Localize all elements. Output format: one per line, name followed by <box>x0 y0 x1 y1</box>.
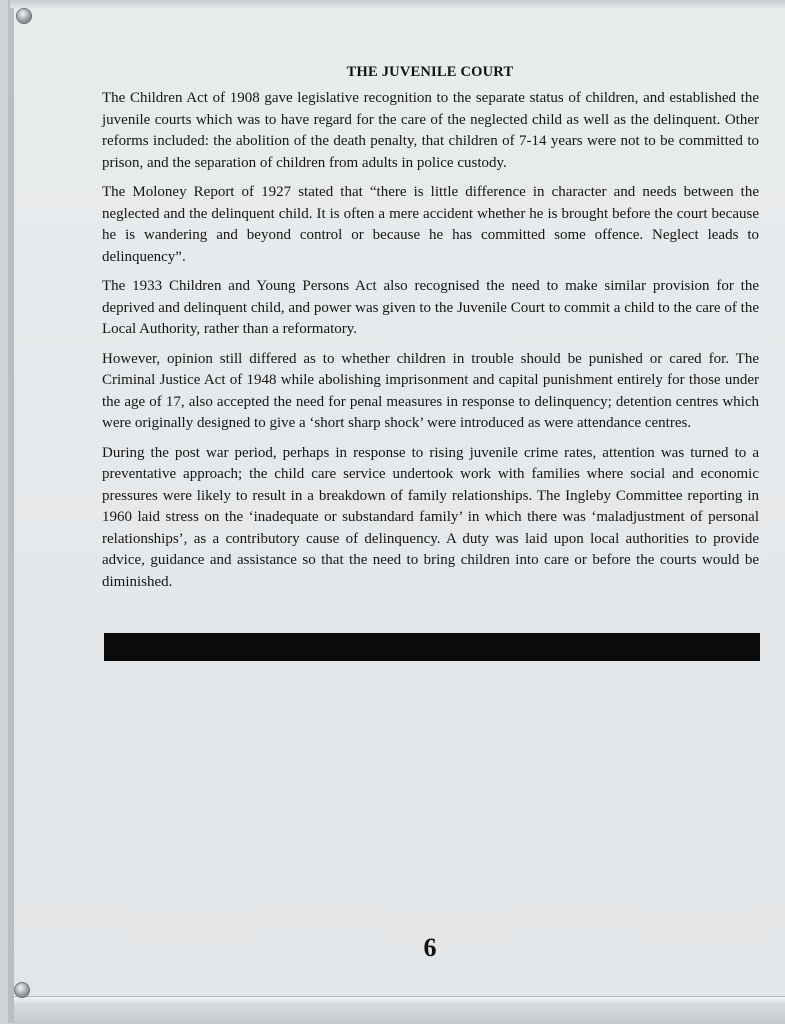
paragraph-2: The Moloney Report of 1927 stated that “there is little difference in character and needs between the neglected and the delinquent child. It is often a mere accident whether he is brought before the court because he is wandering and beyond control or because he has committed some offence. Neglect leads to delinquency”. <box>102 184 759 265</box>
panel-bottom-frame <box>14 996 785 1024</box>
paragraph-4: However, opinion still differed as to whether children in trouble should be punished or cared for. The Criminal Justice Act of 1948 while abolishing imprisonment and capital punishment entirely for those under the age of 17, also accepted the need for penal measures in response to delinquency; detention centres which were originally designed to give a ‘short sharp shock’ were introduced as were attendance centres. <box>102 350 759 431</box>
paragraph-1: The Children Act of 1908 gave legislative recognition to the separate status of children, and established the juvenile courts which was to have regard for the care of the neglected child as well as the delinquent. Other reforms included: the abolition of the death penalty, that children of 7-14 years were not to be committed to prison, and the separation of children from adults in police custody. <box>102 90 759 171</box>
screw-icon <box>16 8 32 24</box>
document-body <box>102 88 759 601</box>
paragraph-5: During the post war period, perhaps in response to rising juvenile crime rates, attention was turned to a preventative approach; the child care service undertook work with families where social and economic pressures were likely to result in a breakdown of family relationships. The Ingleby Committee reporting in 1960 laid stress on the ‘inadequate or substandard family’ in which there was ‘maladjustment of personal relationships’, as a contributory cause of delinquency. A duty was laid upon local authorities to provide advice, guidance and assistance so that the need to bring children into care or before the courts would be diminished. <box>102 444 759 590</box>
page-title: THE JUVENILE COURT <box>346 64 514 80</box>
panel-top-edge <box>10 0 785 8</box>
black-divider-bar <box>104 633 760 661</box>
screw-icon <box>14 982 30 998</box>
page-number: 6 <box>423 933 437 962</box>
paragraph-3: The 1933 Children and Young Persons Act also recognised the need to make similar provision for the deprived and delinquent child, and power was given to the Juvenile Court to commit a child to the care of the Local Authority, rather than a reformatory. <box>102 278 759 337</box>
